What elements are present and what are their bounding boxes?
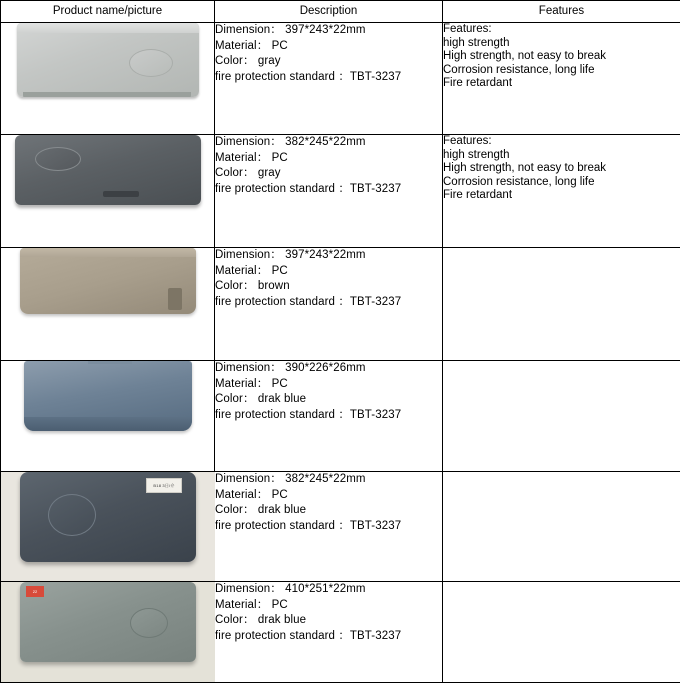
description-line: Color： drak blue [215,503,442,519]
tray-image [20,248,196,314]
description-line: Dimension： 410*251*22mm [215,582,442,598]
features-cell [443,361,680,472]
tray-image [24,361,192,431]
features-line: Fire retardant [443,189,680,203]
description-line: fire protection standard ：TBT-3237 [215,629,442,645]
description-line: fire protection standard ：TBT-3237 [215,519,442,535]
tray-base-edge [23,92,191,97]
features-line: high strength [443,149,680,163]
description-cell [215,582,443,683]
description-line: Color： gray [215,166,442,182]
product-image-cell [1,23,215,135]
features-line: high strength [443,37,680,51]
column-header-description: Description [215,1,443,23]
description-line: fire protection standard ：TBT-3237 [215,182,442,198]
features-line: Fire retardant [443,77,680,91]
red-label: 22 [26,586,44,597]
product-photo-dark-blue-tray-410 [1,582,215,662]
description-line: Material： PC [215,264,442,280]
features-cell [443,248,680,361]
description-line: Color： gray [215,54,442,70]
features-line: Corrosion resistance, long life [443,176,680,190]
table-row [1,23,680,135]
description-cell [215,135,443,248]
description-line: Color： drak blue [215,613,442,629]
description-cell [215,472,443,582]
table-row [1,361,680,472]
description-line: fire protection standard ：TBT-3237 [215,408,442,424]
description-cell [215,248,443,361]
description-cell [215,23,443,135]
column-header-features: Features [443,1,680,23]
description-line: Dimension： 382*245*22mm [215,472,442,488]
description-line: Material： PC [215,377,442,393]
product-photo-gray-tray-397 [1,23,215,97]
description-line: Dimension： 397*243*22mm [215,23,442,39]
product-photo-dark-blue-tray-390 [1,361,215,431]
description-line: Dimension： 382*245*22mm [215,135,442,151]
paper-label: B18 3日/介 [146,478,182,493]
features-cell [443,23,680,135]
product-image-cell [1,248,215,361]
features-cell [443,135,680,248]
tray-image [15,135,201,205]
product-photo-dark-blue-tray-382 [1,472,215,562]
description-cell [215,361,443,472]
product-image-cell [1,361,215,472]
description-line: fire protection standard ：TBT-3237 [215,70,442,86]
table-row [1,472,680,582]
features-cell [443,472,680,582]
tray-image [20,472,196,562]
table-row [1,248,680,361]
description-line: Dimension： 390*226*26mm [215,361,442,377]
features-line: High strength, not easy to break [443,162,680,176]
tray-image [20,582,196,662]
table-row [1,135,680,248]
product-image-cell [1,472,215,582]
description-line: fire protection standard ：TBT-3237 [215,295,442,311]
product-image-cell [1,135,215,248]
product-photo-brown-tray-397 [1,248,215,314]
description-line: Dimension： 397*243*22mm [215,248,442,264]
features-line: Corrosion resistance, long life [443,64,680,78]
product-image-cell [1,582,215,683]
table-row [1,582,680,683]
description-line: Material： PC [215,598,442,614]
description-line: Material： PC [215,151,442,167]
features-line: Features: [443,135,680,149]
column-header-product-name: Product name/picture [1,1,215,23]
features-cell [443,582,680,683]
tray-image [17,23,199,97]
description-line: Color： brown [215,279,442,295]
features-line: High strength, not easy to break [443,50,680,64]
features-line: Features: [443,23,680,37]
product-photo-dark-gray-tray-382 [1,135,215,205]
description-line: Material： PC [215,488,442,504]
description-line: Material： PC [215,39,442,55]
table-header-row [1,1,680,23]
description-line: Color： drak blue [215,392,442,408]
